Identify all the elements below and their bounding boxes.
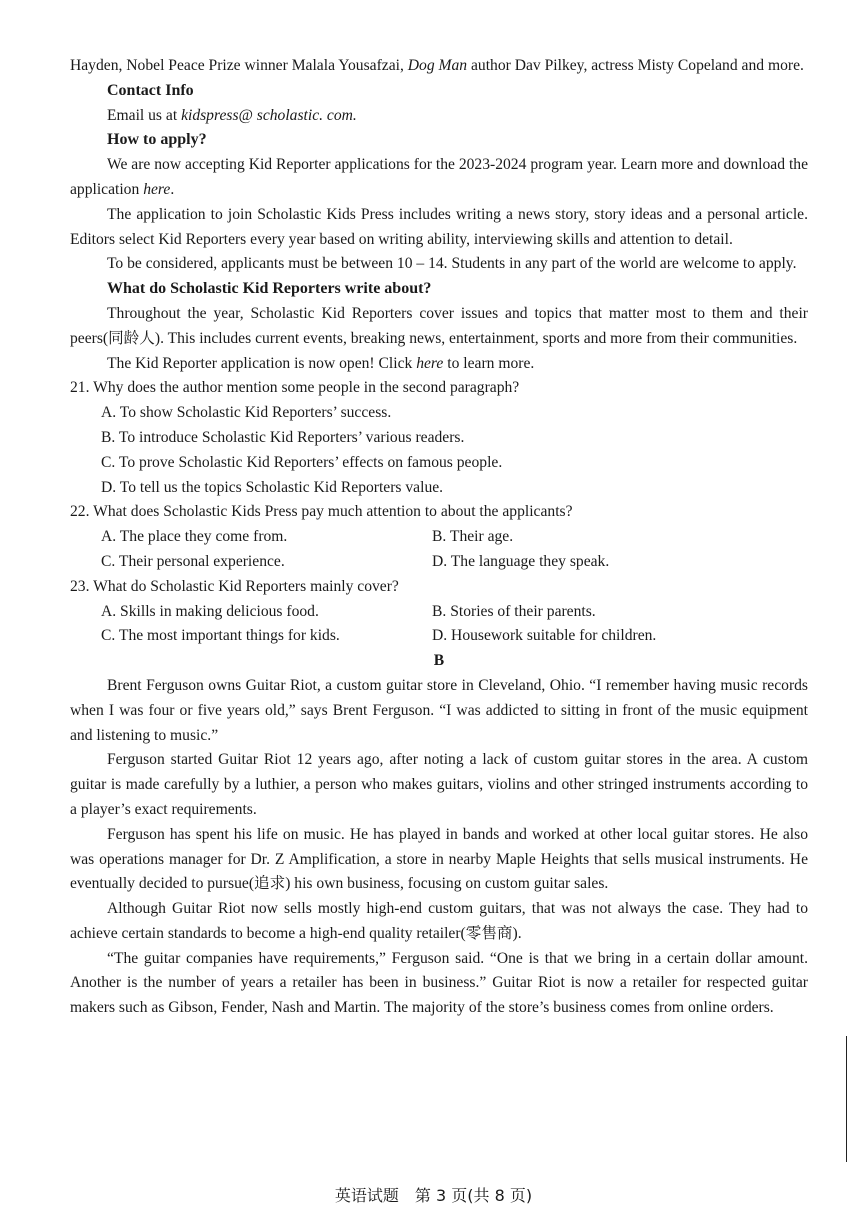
- section-b-paragraph-1: Brent Ferguson owns Guitar Riot, a custom guitar store in Cleveland, Ohio. “I remember having music records when I was four or five years old,” says Brent Ferguson. “I was addicted to sitting in front of the music equipment and listening to music.”: [70, 676, 808, 744]
- topics-paragraph-2: The Kid Reporter application is now open! Click here to learn more.: [107, 354, 535, 372]
- apply-paragraph-3: To be considered, applicants must be between 10 – 14. Students in any part of the world are welcome to apply.: [107, 255, 797, 273]
- contact-heading: Contact Info: [107, 81, 194, 99]
- topics-here-link: here: [416, 354, 444, 372]
- section-b-paragraph-3: Ferguson has spent his life on music. He has played in bands and worked at other local guitar stores. He also was operations manager for Dr. Z Amplification, a store in nearby Maple Heights that sells musical instruments. He eventually decided to pursue(追求) his own business, focusing on custom guitar sales.: [70, 825, 808, 893]
- book-title: Dog Man: [407, 57, 468, 74]
- apply-heading: How to apply?: [107, 131, 207, 149]
- exam-page: [70, 54, 808, 1021]
- question-22-options-row-1: [70, 525, 808, 550]
- question-21-option-c: C. To prove Scholastic Kid Reporters’ effects on famous people.: [101, 453, 503, 471]
- apply-paragraph-2: The application to join Scholastic Kids Press includes writing a news story, story ideas and a personal article. Editors select Kid Reporters every year based on writing ability, interviewing skills and attention to detail.: [70, 205, 808, 248]
- apply-paragraph-1: We are now accepting Kid Reporter applications for the 2023-2024 program year. Learn more and download the application here.: [70, 156, 808, 198]
- question-23-option-d: D. Housework suitable for children.: [432, 627, 657, 645]
- question-22-stem: 22. What does Scholastic Kids Press pay much attention to about the applicants?: [70, 503, 573, 521]
- section-b-paragraph-5: “The guitar companies have requirements,” Ferguson said. “One is that we bring in a certain dollar amount. Another is the number of years a retailer has been in business.” Guitar Riot is now a retailer for respected guitar makers such as Gibson, Fender, Nash and Martin. The majority of the store’s business comes from online orders.: [70, 949, 808, 1017]
- intro-paragraph-end: Hayden, Nobel Peace Prize winner Malala Yousafzai, Dog Man author Dav Pilkey, actress Misty Copeland and more.: [70, 57, 804, 74]
- question-21-stem: 21. Why does the author mention some people in the second paragraph?: [70, 379, 520, 397]
- section-b-paragraph-4: Although Guitar Riot now sells mostly high-end custom guitars, that was not always the case. They had to achieve certain standards to become a high-end quality retailer(零售商).: [70, 900, 808, 942]
- question-23-option-b: B. Stories of their parents.: [432, 602, 596, 620]
- contact-email: kidspress@ scholastic. com.: [181, 106, 357, 124]
- question-23-option-a: A. Skills in making delicious food.: [101, 602, 319, 620]
- topics-heading: What do Scholastic Kid Reporters write about?: [107, 280, 432, 298]
- page-footer: 英语试题 第 3 页(共 8 页): [334, 1186, 533, 1205]
- topics-paragraph-1: Throughout the year, Scholastic Kid Reporters cover issues and topics that matter most to them and their peers(同龄人). This includes current events, breaking news, entertainment, sports and more from their communities.: [70, 304, 808, 347]
- page-edge-line: [846, 1036, 847, 1162]
- question-22-option-c: C. Their personal experience.: [101, 552, 285, 570]
- contact-line: Email us at kidspress@ scholastic. com.: [107, 106, 357, 124]
- question-23-stem: 23. What do Scholastic Kid Reporters mainly cover?: [70, 577, 399, 595]
- question-22-option-b: B. Their age.: [432, 528, 514, 546]
- section-b-label: B: [433, 652, 445, 670]
- question-22-option-a: A. The place they come from.: [101, 528, 288, 546]
- question-21-option-d: D. To tell us the topics Scholastic Kid Reporters value.: [101, 478, 444, 496]
- question-22-option-d: D. The language they speak.: [432, 552, 610, 570]
- question-21-option-a: A. To show Scholastic Kid Reporters’ success.: [101, 404, 392, 422]
- question-22-options-row-2: [70, 550, 808, 575]
- question-23-options-row-2: [70, 624, 808, 649]
- section-b-paragraph-2: Ferguson started Guitar Riot 12 years ago, after noting a lack of custom guitar stores in the area. A custom guitar is made carefully by a luthier, a person who makes guitars, violins and other stringed instruments according to a player’s exact requirements.: [70, 751, 808, 818]
- question-23-options-row-1: [70, 600, 808, 625]
- question-23-option-c: C. The most important things for kids.: [101, 627, 340, 645]
- question-21-option-b: B. To introduce Scholastic Kid Reporters’ various readers.: [101, 428, 465, 446]
- apply-here-link: here: [143, 180, 171, 198]
